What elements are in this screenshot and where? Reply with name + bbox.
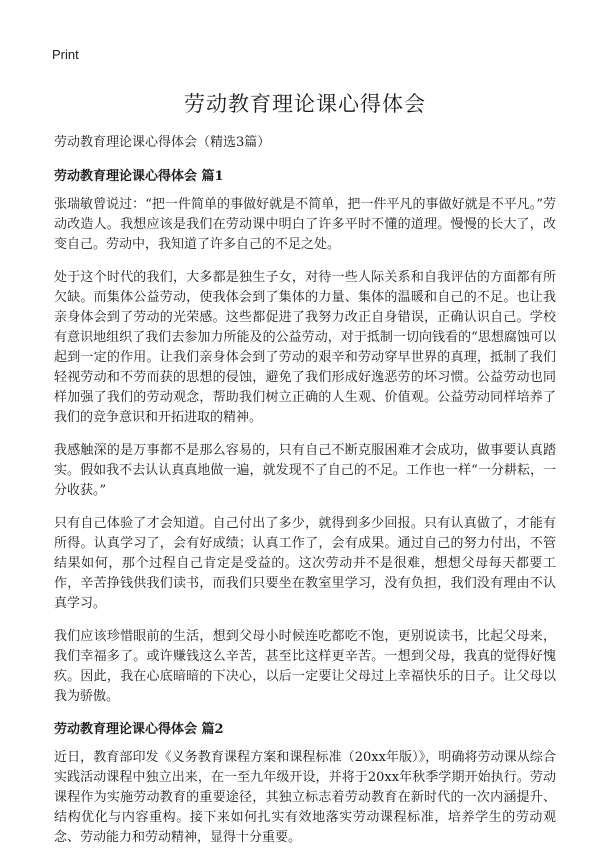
paragraph: 我们应该珍惜眼前的生活，想到父母小时候连吃都吃不饱，更别说读书，比起父母来，我们幸福多了。或许赚钱这么辛苦，甚至比这样更辛苦。一想到父母，我真的觉得好愧疚。因此，我在心底暗暗的下决心，以后一定要让父母过上幸福快乐的日子。让父母以我为骄傲。 — [54, 629, 556, 704]
section-heading: 劳动教育理论课心得体会 篇2 — [54, 722, 224, 737]
document-subtitle: 劳动教育理论课心得体会（精选3篇） — [54, 135, 271, 150]
section-heading: 劳动教育理论课心得体会 篇1 — [54, 169, 224, 184]
paragraph: 处于这个时代的我们，大多都是独生子女，对待一些人际关系和自我评估的方面都有所欠缺。而集体公益劳动，使我体会到了集体的力量、集体的温暖和自己的不足。也让我亲身体会到了劳动的光荣感。这些都促进了我努力改正自身错误，正确认识自己。学校有意识地组织了我们去参加力所能及的公益劳动，对于抵制一切向钱看的“思想腐蚀可以起到一定的作用。让我们亲身体会到了劳动的艰辛和劳动穿早世界的真理，抵制了我们轻视劳动和不劳而获的思想的侵蚀，避免了我们形成好逸恶劳的坏习惯。公益劳动也同样加强了我们的劳动观念，帮助我们树立正确的人生观、价值观。公益劳动同样培养了我们的竞争意识和开拓进取的精神。 — [54, 270, 556, 425]
paragraph: 我感触深的是万事都不是那么容易的，只有自己不断克服困难才会成功，做事要认真踏实。假如我不去认认真真地做一遍，就发现不了自己的不足。工作也一样“一分耕耘，一分收获。” — [54, 443, 556, 498]
print-link[interactable]: Print — [52, 47, 79, 62]
paragraph: 只有自己体验了才会知道。自己付出了多少，就得到多少回报。只有认真做了，才能有所得。认真学习了，会有好成绩；认真工作了，会有成果。通过自己的努力付出，不管结果如何，那个过程自己肯定是受益的。这次劳动并不是很难，想想父母每天都要工作，辛苦挣钱供我们读书，而我们只要坐在教室里学习，没有负担，我们没有理由不认真学习。 — [54, 516, 556, 611]
page-title: 劳动教育理论课心得体会 — [184, 92, 426, 116]
section-2 — [54, 720, 556, 848]
section-1 — [54, 167, 556, 707]
paragraph: 近日，教育部印发《义务教育课程方案和课程标准（20xx年版）》，明确将劳动课从综合实践活动课程中独立出来，在一至九年级开设，并将于20xx年秋季学期开始执行。劳动课程作为实施劳动教育的重要途径，其独立标志着劳动教育在新时代的一次内涵提升、结构优化与内容重构。接下来如何扎实有效地落实劳动课程标准，培养学生的劳动观念、劳动能力和劳动精神，显得十分重要。 — [54, 750, 556, 845]
paragraph: 张瑞敏曾说过：“把一件简单的事做好就是不简单，把一件平凡的事做好就是不平凡。”劳动改造人。我想应该是我们在劳动课中明白了许多平时不懂的道理。慢慢的长大了，改变自己。劳动中，我知道了许多自己的不足之处。 — [54, 197, 556, 252]
